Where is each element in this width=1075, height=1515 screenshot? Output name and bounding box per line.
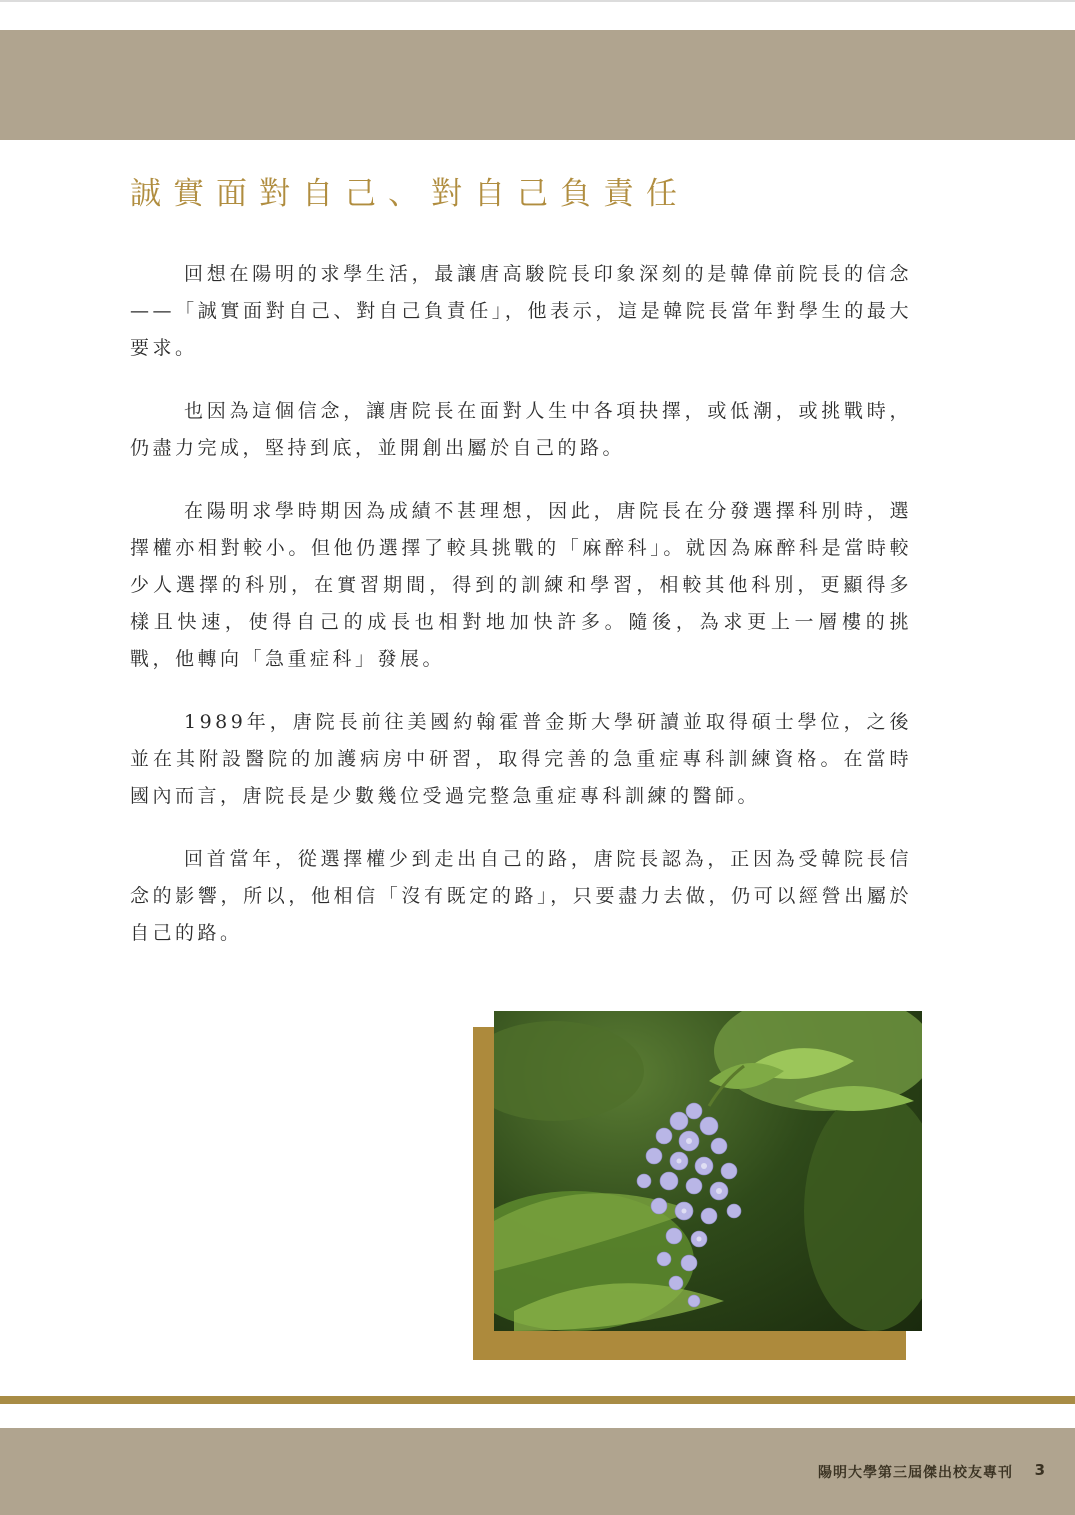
- paragraph-3: 在陽明求學時期因為成績不甚理想，因此，唐院長在分發選擇科別時，選擇權亦相對較小。但他仍選擇了較具挑戰的「麻醉科」。就因為麻醉科是當時較少人選擇的科別，在實習期間，得到的訓練和學習，相較其他科別，更顯得多樣且快速，使得自己的成長也相對地加快許多。隨後，為求更上一層樓的挑戰，他轉向「急重症科」發展。: [130, 500, 912, 670]
- paragraph-4: 1989年，唐院長前往美國約翰霍普金斯大學研讀並取得碩士學位，之後並在其附設醫院的加護病房中研習，取得完善的急重症專科訓練資格。在當時國內而言，唐院長是少數幾位受過完整急重症專科訓練的醫師。: [130, 711, 912, 807]
- top-border-line: [0, 0, 1075, 2]
- flower-photo: [494, 1011, 922, 1331]
- article-body: [130, 256, 912, 978]
- paragraph-1: 回想在陽明的求學生活，最讓唐高駿院長印象深刻的是韓偉前院長的信念——「誠實面對自己、對自己負責任」，他表示，這是韓院長當年對學生的最大要求。: [130, 263, 912, 359]
- header-band: [0, 30, 1075, 140]
- page-number: 3: [1034, 1461, 1045, 1479]
- paragraph-2: 也因為這個信念，讓唐院長在面對人生中各項抉擇，或低潮，或挑戰時，仍盡力完成，堅持到底，並開創出屬於自己的路。: [130, 400, 912, 459]
- article-title: 誠實面對自己、對自己負責任: [130, 176, 689, 212]
- footer-divider: [0, 1396, 1075, 1404]
- publication-title: 陽明大學第三屆傑出校友專刊: [818, 1465, 1013, 1481]
- paragraph-5: 回首當年，從選擇權少到走出自己的路，唐院長認為，正因為受韓院長信念的影響，所以，他相信「沒有既定的路」，只要盡力去做，仍可以經營出屬於自己的路。: [130, 848, 912, 944]
